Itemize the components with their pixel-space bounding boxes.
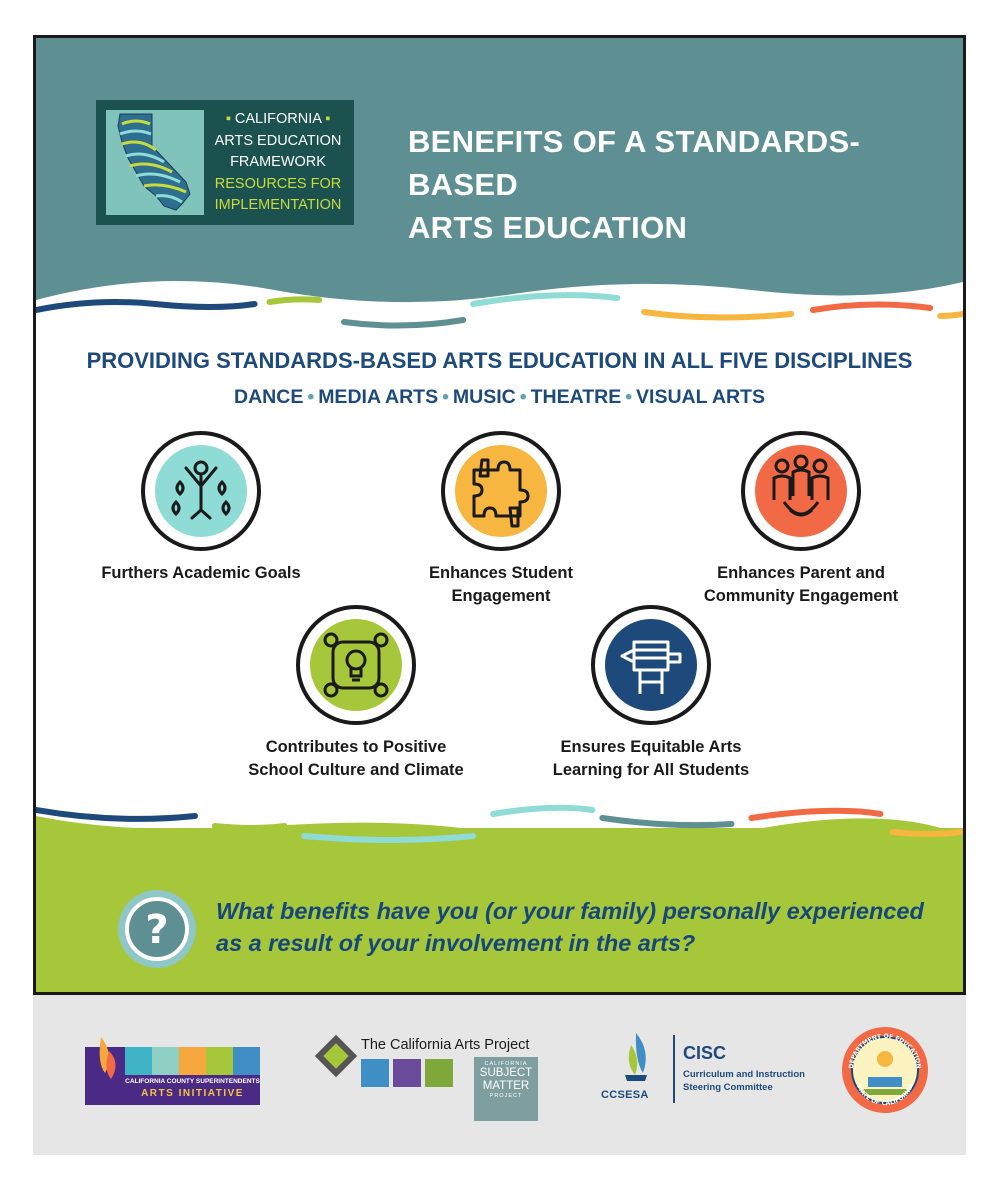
music-square-icon: [393, 1059, 421, 1087]
reflection-question: What benefits have you (or your family) personally experienced as a result of your involvement in the arts?: [216, 898, 924, 956]
discipline-media-arts: MEDIA ARTS: [318, 386, 439, 408]
csmp-line-4: PROJECT: [489, 1093, 523, 1099]
poster-frame: [33, 35, 966, 995]
benefit-label: Enhances Student Engagement: [429, 564, 573, 605]
ccsesa-arts-initiative-logo: [85, 1033, 260, 1105]
cde-seal-logo: [840, 1025, 930, 1115]
cap-title: The California Arts Project: [361, 1037, 530, 1053]
cde-seal-icon: [840, 1025, 930, 1115]
title-line-2: ARTS EDUCATION: [408, 210, 688, 245]
california-map-icon: [106, 110, 204, 215]
benefit-equitable-learning: [516, 604, 786, 782]
discipline-music: MUSIC: [452, 386, 516, 408]
disciplines-heading: PROVIDING STANDARDS-BASED ARTS EDUCATION IN ALL FIVE DISCIPLINES: [86, 348, 913, 373]
svg-text:?: ?: [145, 907, 169, 953]
cisc-sub-1: Curriculum and Instruction: [683, 1069, 805, 1080]
arts-initiative-line-2: ARTS INITIATIVE: [141, 1088, 244, 1099]
disciplines-list: DANCE • MEDIA ARTS • MUSIC • THEATRE • VISUAL ARTS: [234, 386, 765, 408]
benefit-parent-community: [666, 430, 936, 608]
benefit-label: Ensures Equitable Arts Learning for All Students: [552, 738, 750, 779]
theatre-square-icon: [425, 1059, 453, 1087]
framework-logo: [96, 100, 354, 225]
csmp-line-3: MATTER: [482, 1080, 530, 1092]
fist-pencil-icon: [590, 604, 712, 726]
dance-square-icon: [361, 1059, 389, 1087]
logo-line-1: CALIFORNIA: [234, 111, 322, 127]
partner-logos: [33, 995, 966, 1155]
cap-diamond-icon: [313, 1033, 359, 1079]
logo-divider: [673, 1035, 675, 1103]
lightbulb-network-icon: [295, 604, 417, 726]
benefit-label: Enhances Parent and Community Engagement: [703, 564, 899, 605]
csmp-line-1: CALIFORNIA: [484, 1061, 528, 1067]
logo-line-2: ARTS EDUCATION: [214, 132, 342, 149]
cisc-sub-2: Steering Committee: [683, 1082, 773, 1093]
benefit-student-engagement: [366, 430, 636, 608]
bottom-wave-divider: [36, 796, 963, 876]
subject-matter-project-logo: [474, 1057, 538, 1121]
ccsesa-cisc-logo: [598, 1029, 813, 1109]
discipline-dance: DANCE: [234, 386, 304, 408]
cisc-text: CISC: [683, 1043, 727, 1063]
logo-line-3: FRAMEWORK: [230, 154, 326, 170]
benefit-school-culture: [216, 604, 496, 782]
csmp-line-2: SUBJECT: [479, 1067, 533, 1079]
benefit-label: Contributes to Positive School Culture and Climate: [248, 738, 464, 779]
cde-seal-bottom-text: STATE OF CALIFORNIA: [854, 1082, 916, 1108]
benefit-label: Furthers Academic Goals: [101, 564, 301, 582]
ccsesa-text: CCSESA: [601, 1089, 649, 1101]
framework-logo-text: ▪ CALIFORNIA ▪ ARTS EDUCATION FRAMEWORK RESOURCES FOR IMPLEMENTATION: [208, 109, 348, 217]
discipline-theatre: THEATRE: [530, 386, 622, 408]
page-title: [408, 120, 928, 249]
cde-seal-top-text: DEPARTMENT OF EDUCATION: [847, 1032, 923, 1069]
growth-people-icon: [140, 430, 262, 552]
title-line-1: BENEFITS OF A STANDARDS-BASED: [408, 124, 861, 202]
community-group-icon: [740, 430, 862, 552]
ccsesa-flame-icon: [611, 1031, 661, 1081]
question-mark-icon: [116, 888, 198, 970]
discipline-visual-arts: VISUAL ARTS: [636, 386, 765, 408]
puzzle-hands-icon: [440, 430, 562, 552]
arts-initiative-line-1: CALIFORNIA COUNTY SUPERINTENDENTS: [125, 1078, 260, 1085]
california-arts-project-logo: [308, 1033, 548, 1123]
top-wave-divider: [36, 260, 963, 360]
logo-line-4: RESOURCES FOR: [214, 175, 342, 192]
logo-line-5: IMPLEMENTATION: [214, 197, 342, 213]
benefit-academic-goals: [66, 430, 336, 585]
